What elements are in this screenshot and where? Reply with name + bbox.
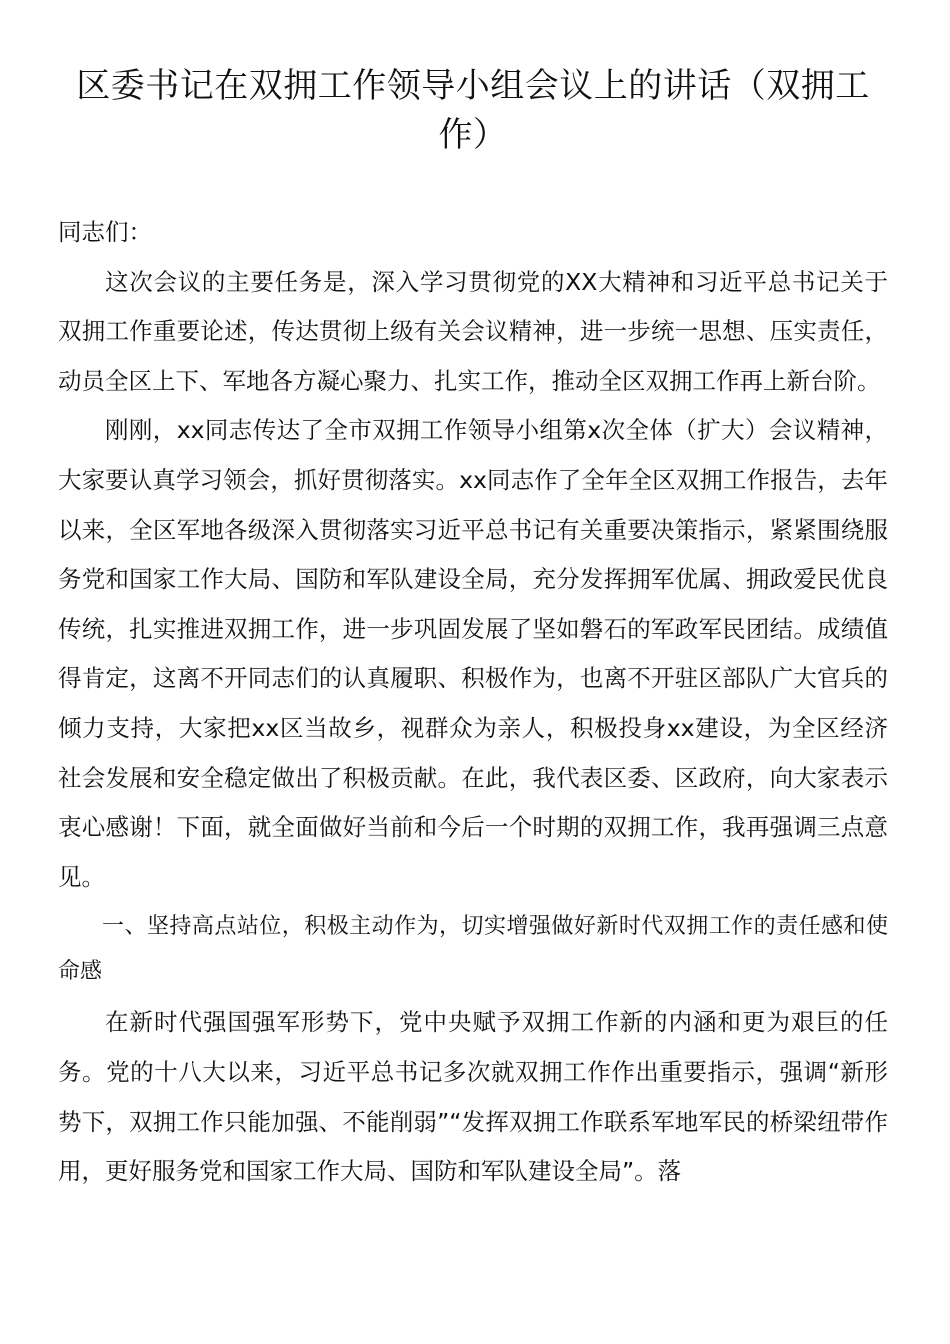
document-body [58, 208, 888, 1197]
section-heading-1: 一、坚持高点站位，积极主动作为，切实增强做好新时代双拥工作的责任感和使命感 [58, 914, 888, 985]
paragraph-section-1: 在新时代强国强军形势下，党中央赋予双拥工作新的内涵和更为艰巨的任务。党的十八大以来，习近平总书记多次就双拥工作作出重要指示，强调“新形势下，双拥工作只能加强、不能削弱”“发挥双拥工作联系军地军民的桥梁纽带作用，更好服务党和国家工作大局、国防和军队建设全局”。落 [58, 1008, 888, 1186]
greeting: 同志们： [58, 218, 152, 246]
document-title: 区委书记在双拥工作领导小组会议上的讲话（双拥工作） [76, 66, 870, 155]
paragraph-review: 刚刚，xx同志传达了全市双拥工作领导小组第x次全体（扩大）会议精神，大家要认真学习领会，抓好贯彻落实。xx同志作了全年全区双拥工作报告，去年以来，全区军地各级深入贯彻落实习近平总书记有关重要决策指示，紧紧围绕服务党和国家工作大局、国防和军队建设全局，充分发挥拥军优属、拥政爱民优良传统，扎实推进双拥工作，进一步巩固发展了坚如磐石的军政军民团结。成绩值得肯定，这离不开同志们的认真履职、积极作为，也离不开驻区部队广大官兵的倾力支持，大家把xx区当故乡，视群众为亲人，积极投身xx建设，为全区经济社会发展和安全稳定做出了积极贡献。在此，我代表区委、区政府，向大家表示衷心感谢！下面，就全面做好当前和今后一个时期的双拥工作，我再强调三点意见。 [58, 416, 888, 891]
paragraph-intro: 这次会议的主要任务是，深入学习贯彻党的XX大精神和习近平总书记关于双拥工作重要论述，传达贯彻上级有关会议精神，进一步统一思想、压实责任，动员全区上下、军地各方凝心聚力、扎实工作，推动全区双拥工作再上新台阶。 [58, 267, 888, 395]
